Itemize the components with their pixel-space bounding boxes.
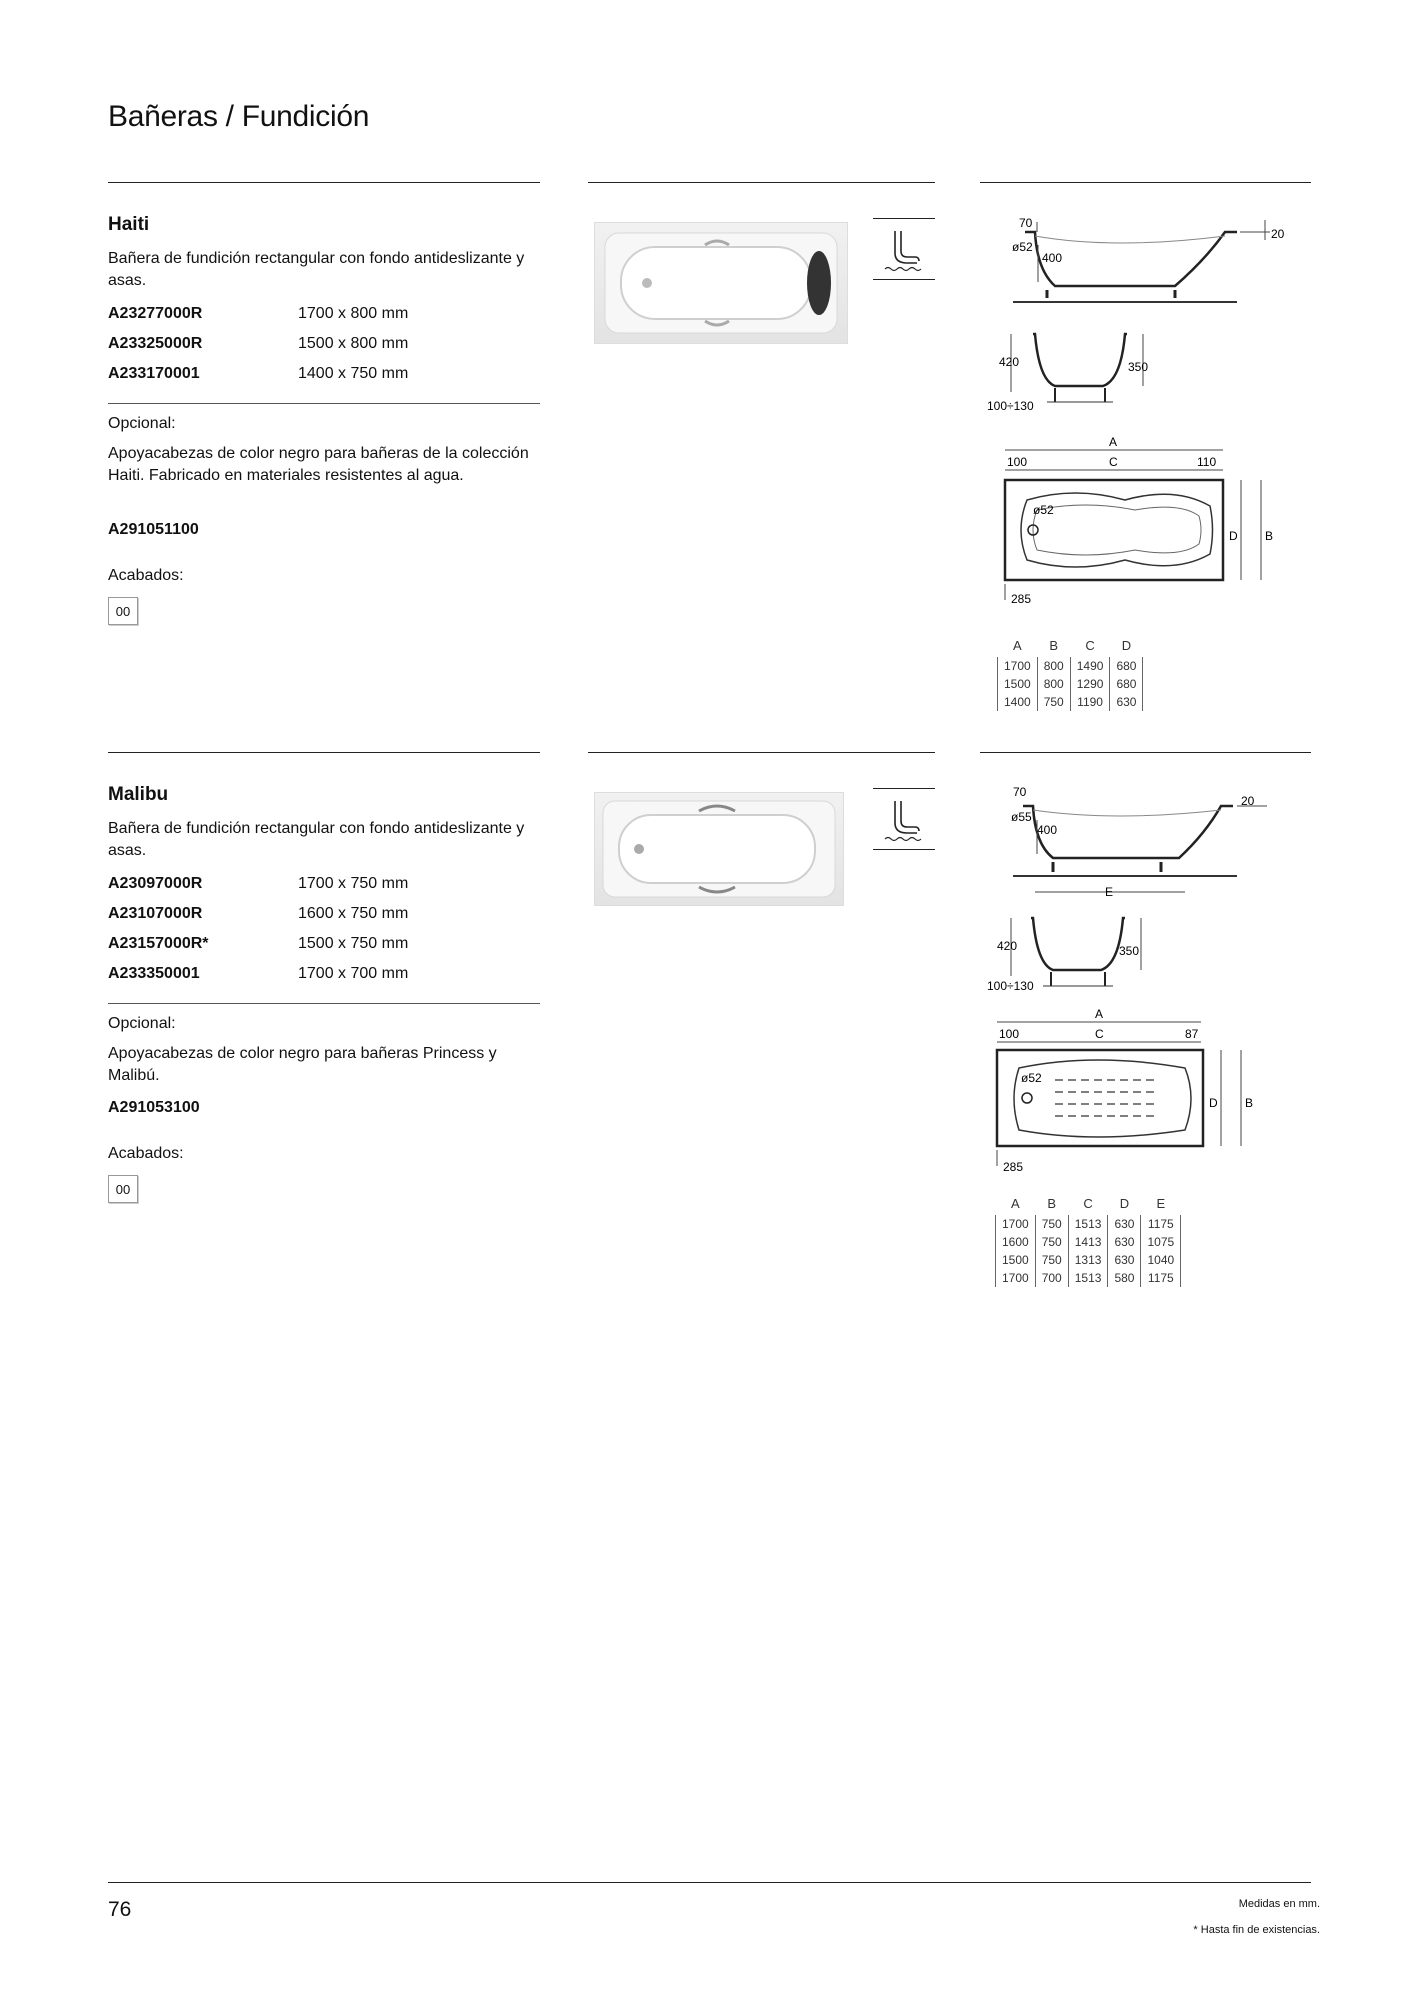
product-name: Malibu (108, 784, 169, 805)
variant-size: 1500 x 800 mm (298, 335, 409, 352)
table-cell: 800 (1037, 657, 1070, 675)
product-description: Bañera de fundición rectangular con fondo antideslizante y asas. (108, 820, 525, 859)
variant-row (108, 359, 408, 389)
section-divider (588, 182, 935, 183)
table-cell: 1500 (996, 1251, 1036, 1269)
variant-size: 1600 x 750 mm (298, 905, 409, 922)
variant-size: 1700 x 800 mm (298, 305, 409, 322)
table-cell: 1413 (1068, 1233, 1108, 1251)
variant-row (108, 959, 408, 989)
dim-label: B (1265, 529, 1274, 543)
variant-row (108, 329, 408, 359)
variant-code: A23097000R (108, 875, 203, 892)
dim-label: ø52 (1021, 1071, 1042, 1085)
dim-label: C (1109, 455, 1118, 469)
optional-code: A291053100 (108, 1099, 200, 1116)
dim-label: 350 (1128, 360, 1149, 374)
section-divider (980, 752, 1311, 753)
table-cell: 750 (1035, 1215, 1068, 1233)
product-description: Bañera de fundición rectangular con fondo antideslizante y asas. (108, 250, 525, 289)
table-cell: 1600 (996, 1233, 1036, 1251)
variant-size: 1700 x 750 mm (298, 875, 409, 892)
variant-size: 1400 x 750 mm (298, 365, 409, 382)
finishes-label: Acabados: (108, 567, 184, 584)
finish-badge: 00 (108, 1175, 138, 1203)
dim-label: ø52 (1012, 240, 1033, 254)
dim-label: D (1209, 1096, 1218, 1110)
variant-row (108, 869, 408, 899)
dim-label: 285 (1003, 1160, 1024, 1174)
table-cell: 750 (1035, 1251, 1068, 1269)
table-row (996, 1251, 1181, 1269)
product-photo (594, 222, 848, 344)
anti-slip-icon (873, 788, 935, 850)
dim-label: 420 (997, 939, 1018, 953)
technical-drawing (975, 782, 1315, 1182)
bathtub-photo-illustration (595, 223, 847, 343)
table-header: A (1013, 638, 1022, 653)
table-cell: 1175 (1141, 1215, 1181, 1233)
table-cell: 1313 (1068, 1251, 1108, 1269)
table-cell: 1175 (1141, 1269, 1181, 1287)
variant-code: A23157000R* (108, 935, 209, 952)
variant-size: 1500 x 750 mm (298, 935, 409, 952)
divider (108, 403, 540, 404)
table-row (996, 1269, 1181, 1287)
table-cell: 1513 (1068, 1269, 1108, 1287)
optional-description: Apoyacabezas de color negro para bañeras Princess y Malibú. (108, 1045, 497, 1084)
variant-list (108, 869, 408, 989)
table-cell: 1290 (1070, 675, 1110, 693)
variant-size: 1700 x 700 mm (298, 965, 409, 982)
table-cell: 1513 (1068, 1215, 1108, 1233)
table-cell: 630 (1108, 1233, 1141, 1251)
dimension-table (997, 638, 1143, 711)
variant-code: A23107000R (108, 905, 203, 922)
dim-label: ø55 (1011, 810, 1032, 824)
dim-label: A (1095, 1007, 1104, 1021)
table-cell: 1700 (996, 1269, 1036, 1287)
dim-label: 20 (1241, 794, 1255, 808)
table-header: D (1119, 1196, 1130, 1211)
table-cell: 750 (1035, 1233, 1068, 1251)
table-row (998, 693, 1143, 711)
variant-code: A233170001 (108, 365, 200, 382)
section-divider (588, 752, 935, 753)
product-name: Haiti (108, 214, 150, 235)
technical-drawing (975, 210, 1315, 610)
table-cell: 1490 (1070, 657, 1110, 675)
table-cell: 1040 (1141, 1251, 1181, 1269)
dim-label: 20 (1271, 227, 1285, 241)
table-header: D (1121, 638, 1132, 653)
optional-label: Opcional: (108, 1015, 176, 1032)
table-header: C (1083, 1196, 1093, 1211)
page-title: Bañeras / Fundición (108, 100, 370, 133)
product-photo (594, 792, 844, 906)
dim-label: 100 (999, 1027, 1020, 1041)
table-header: A (1011, 1196, 1020, 1211)
variant-code: A233350001 (108, 965, 200, 982)
table-cell: 700 (1035, 1269, 1068, 1287)
dim-label: A (1109, 435, 1118, 449)
dim-label: 70 (1019, 216, 1033, 230)
optional-description: Apoyacabezas de color negro para bañeras de la colección Haiti. Fabricado en materiales resistentes al agua. (108, 445, 529, 484)
page-number: 76 (108, 1898, 132, 1921)
table-cell: 630 (1108, 1215, 1141, 1233)
table-row (996, 1215, 1181, 1233)
table-row (998, 675, 1143, 693)
variant-row (108, 299, 408, 329)
table-cell: 630 (1110, 693, 1143, 711)
finish-badge: 00 (108, 597, 138, 625)
table-cell: 1500 (998, 675, 1038, 693)
dim-label: 400 (1042, 251, 1063, 265)
table-header: E (1156, 1196, 1166, 1211)
dim-label: 285 (1011, 592, 1032, 606)
table-header: B (1049, 638, 1059, 653)
table-cell: 1075 (1141, 1233, 1181, 1251)
dim-label: 350 (1119, 944, 1140, 958)
dim-label: 70 (1013, 785, 1027, 799)
footer-divider (108, 1882, 1311, 1883)
table-cell: 800 (1037, 675, 1070, 693)
table-row (998, 657, 1143, 675)
dim-label: C (1095, 1027, 1104, 1041)
dim-label: 100÷130 (987, 979, 1034, 993)
dim-label: 100÷130 (987, 399, 1034, 413)
variant-row (108, 899, 408, 929)
finishes-label: Acabados: (108, 1145, 184, 1162)
table-header: C (1085, 638, 1095, 653)
table-cell: 1700 (998, 657, 1038, 675)
table-cell: 1700 (996, 1215, 1036, 1233)
table-cell: 630 (1108, 1251, 1141, 1269)
dim-label: E (1105, 885, 1114, 899)
dimension-table (995, 1196, 1181, 1287)
dim-label: 400 (1037, 823, 1058, 837)
table-cell: 680 (1110, 657, 1143, 675)
table-cell: 1400 (998, 693, 1038, 711)
footer-note: Medidas en mm. (1238, 1898, 1320, 1910)
dim-label: D (1229, 529, 1238, 543)
divider (108, 1003, 540, 1004)
dim-label: 87 (1185, 1027, 1199, 1041)
bathtub-photo-illustration (595, 793, 843, 905)
section-divider (108, 752, 540, 753)
variant-row (108, 929, 408, 959)
dim-label: B (1245, 1096, 1254, 1110)
table-cell: 580 (1108, 1269, 1141, 1287)
variant-code: A23325000R (108, 335, 203, 352)
section-divider (108, 182, 540, 183)
table-cell: 680 (1110, 675, 1143, 693)
table-header: B (1047, 1196, 1057, 1211)
footer-note: * Hasta fin de existencias. (1193, 1924, 1320, 1936)
dim-label: 110 (1197, 455, 1217, 469)
anti-slip-icon (873, 218, 935, 280)
dim-label: 420 (999, 355, 1020, 369)
dim-label: ø52 (1033, 503, 1054, 517)
table-row (996, 1233, 1181, 1251)
table-cell: 750 (1037, 693, 1070, 711)
section-divider (980, 182, 1311, 183)
optional-label: Opcional: (108, 415, 176, 432)
variant-code: A23277000R (108, 305, 203, 322)
table-cell: 1190 (1070, 693, 1110, 711)
dim-label: 100 (1007, 455, 1028, 469)
optional-code: A291051100 (108, 521, 199, 538)
variant-list (108, 299, 408, 389)
